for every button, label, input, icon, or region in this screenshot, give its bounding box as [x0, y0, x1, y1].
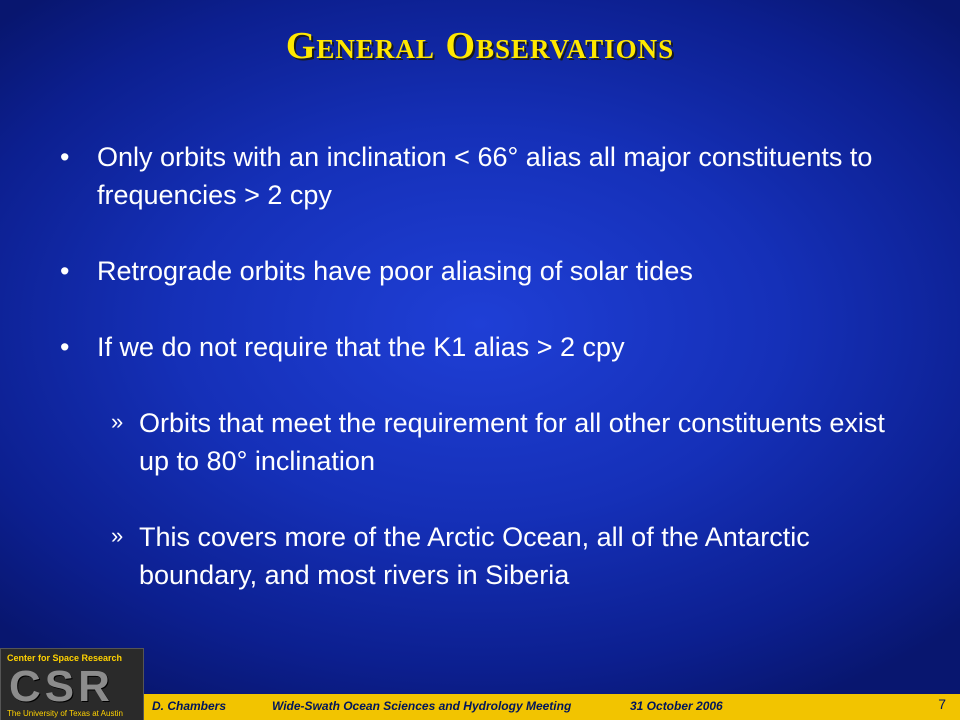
bullet-item [60, 138, 920, 214]
logo-main-text: CSR [9, 662, 114, 711]
logo-top-text: Center for Space Research [7, 653, 123, 663]
sub-bullet-marker: » [111, 523, 124, 548]
footer-date: 31 October 2006 [630, 699, 723, 713]
bullet-marker: • [60, 256, 70, 286]
sub-bullet-item [111, 518, 901, 594]
footer-meeting: Wide-Swath Ocean Sciences and Hydrology Meeting [272, 699, 572, 713]
bullet-item [60, 328, 920, 366]
footer-author: D. Chambers [152, 699, 227, 713]
bullet-item [60, 252, 920, 290]
bullet-marker: • [60, 142, 70, 172]
bullet-text: If we do not require that the K1 alias > 2 cpy [97, 332, 625, 362]
sub-bullet-text: Orbits that meet the requirement for all other constituents exist up to 80° inclination [139, 408, 885, 476]
bullet-text: Only orbits with an inclination < 66° alias all major constituents to frequencies > 2 cpy [97, 142, 873, 210]
page-number: 7 [938, 696, 946, 712]
bullet-text: Retrograde orbits have poor aliasing of solar tides [97, 256, 693, 286]
sub-bullet-marker: » [111, 409, 124, 434]
slide-title: General Observations [285, 25, 675, 67]
bullet-marker: • [60, 332, 70, 362]
sub-bullet-text: This covers more of the Arctic Ocean, all of the Antarctic boundary, and most rivers in Siberia [139, 522, 810, 590]
logo-bottom-text: The University of Texas at Austin [7, 709, 123, 718]
csr-logo [0, 648, 144, 720]
sub-bullet-item [111, 404, 901, 480]
